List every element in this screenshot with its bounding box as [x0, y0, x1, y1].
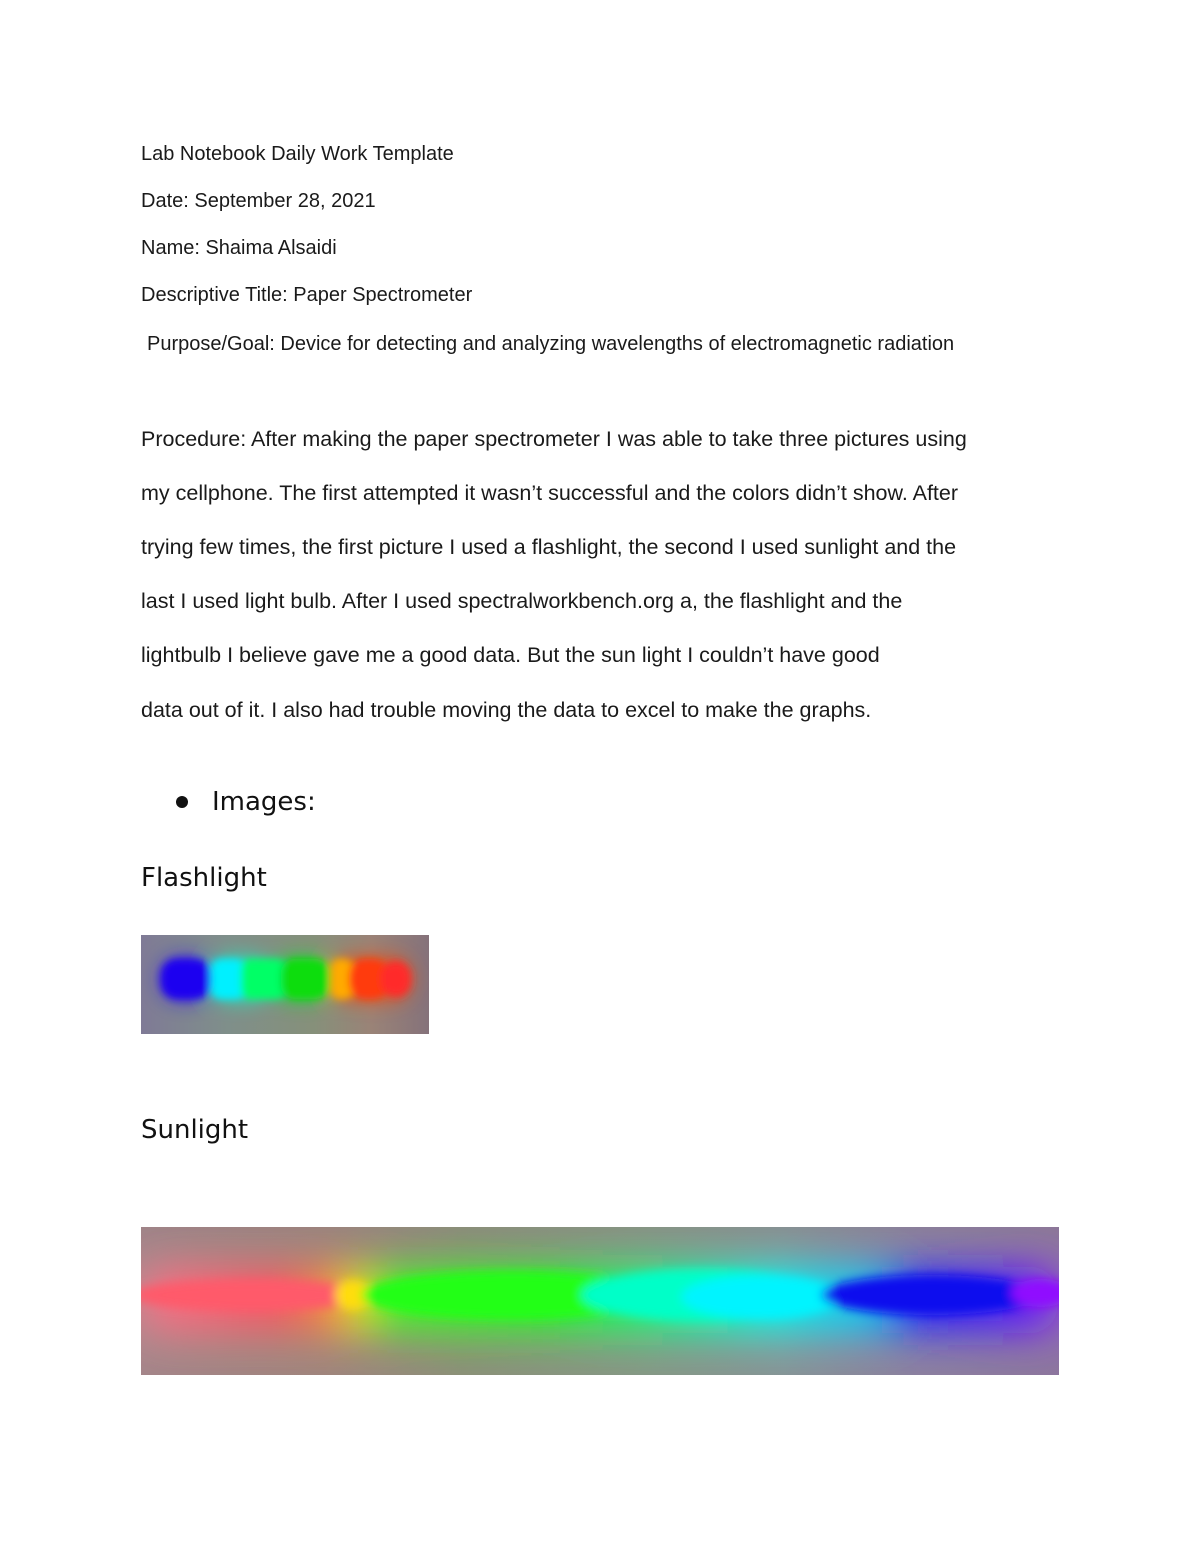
- descriptive-title-line: Descriptive Title: Paper Spectrometer: [141, 284, 473, 306]
- procedure-line: trying few times, the first picture I used a flashlight, the second I used sunlight and the: [141, 535, 957, 559]
- bullet-icon: [176, 796, 188, 808]
- sunlight-heading: Sunlight: [141, 1115, 249, 1145]
- procedure-line: my cellphone. The first attempted it wasn’t successful and the colors didn’t show. After: [141, 481, 959, 505]
- flashlight-spectrum-image: [141, 935, 429, 1034]
- flashlight-heading: Flashlight: [141, 863, 267, 893]
- procedure-line: lightbulb I believe gave me a good data. But the sun light I couldn’t have good: [141, 643, 880, 667]
- purpose-line: Purpose/Goal: Device for detecting and analyzing wavelengths of electromagnetic radiation: [147, 333, 955, 355]
- name-line: Name: Shaima Alsaidi: [141, 237, 337, 259]
- template-title: Lab Notebook Daily Work Template: [141, 143, 454, 165]
- procedure-line: Procedure: After making the paper spectrometer I was able to take three pictures using: [141, 427, 967, 451]
- sunlight-spectrum-image: [141, 1227, 1059, 1375]
- images-bullet-label: Images:: [212, 787, 316, 817]
- procedure-line: last I used light bulb. After I used spectralworkbench.org a, the flashlight and the: [141, 589, 903, 613]
- date-line: Date: September 28, 2021: [141, 190, 376, 212]
- procedure-line: data out of it. I also had trouble moving the data to excel to make the graphs.: [141, 698, 872, 722]
